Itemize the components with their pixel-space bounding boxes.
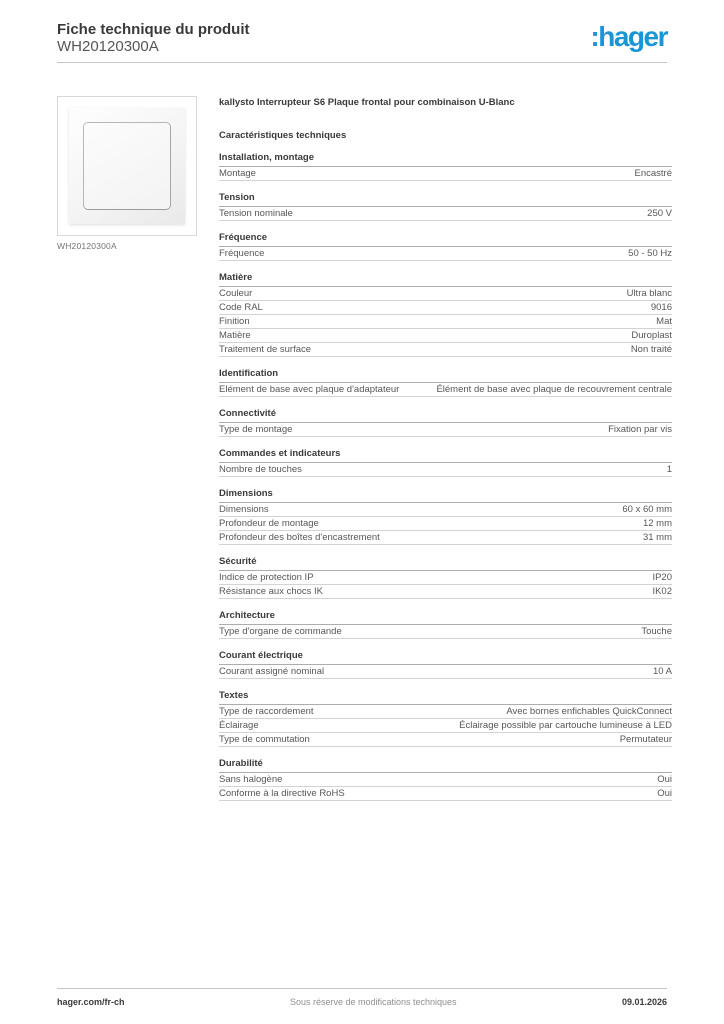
spec-section-title: Commandes et indicateurs	[219, 446, 672, 463]
main-content	[57, 96, 672, 801]
hager-logo: :hager	[590, 21, 667, 52]
spec-row-label: Courant assigné nominal	[219, 666, 325, 677]
spec-section	[219, 190, 672, 221]
spec-row-label: Type de raccordement	[219, 706, 314, 717]
spec-section-title: Textes	[219, 688, 672, 705]
spec-row-label: Profondeur des boîtes d'encastrement	[219, 532, 380, 543]
product-image	[57, 96, 197, 236]
spec-row-value: IP20	[652, 572, 672, 583]
spec-row	[219, 585, 672, 599]
spec-row	[219, 773, 672, 787]
spec-row-value: Éclairage possible par cartouche lumineuse à LED	[459, 720, 672, 731]
spec-section-title: Tension	[219, 190, 672, 207]
spec-section-title: Sécurité	[219, 554, 672, 571]
product-figure	[57, 96, 198, 801]
spec-row-label: Matière	[219, 330, 251, 341]
spec-row-value: 10 A	[652, 666, 672, 677]
spec-row-label: Montage	[219, 168, 256, 179]
spec-row-value: Encastré	[634, 168, 672, 179]
switch-key-graphic	[83, 122, 171, 210]
spec-row-value: 250 V	[647, 208, 672, 219]
spec-section	[219, 270, 672, 357]
footer-website-link[interactable]: hager.com/fr-ch	[57, 997, 125, 1007]
spec-row-value: Permutateur	[619, 734, 672, 745]
spec-row	[219, 665, 672, 679]
spec-row-label: Dimensions	[219, 504, 269, 515]
spec-row-label: Type de montage	[219, 424, 293, 435]
spec-row	[219, 787, 672, 801]
footer-date: 09.01.2026	[621, 997, 667, 1007]
spec-row	[219, 329, 672, 343]
spec-row-value: Oui	[657, 774, 672, 785]
footer-disclaimer: Sous réserve de modifications techniques	[289, 997, 457, 1007]
spec-row	[219, 719, 672, 733]
spec-section-title: Matière	[219, 270, 672, 287]
spec-section	[219, 446, 672, 477]
spec-row	[219, 705, 672, 719]
spec-row-value: 50 - 50 Hz	[628, 248, 672, 259]
spec-sections	[219, 150, 672, 801]
spec-section	[219, 366, 672, 397]
spec-row-label: Code RAL	[219, 302, 263, 313]
spec-row-value: 60 x 60 mm	[622, 504, 672, 515]
spec-section	[219, 406, 672, 437]
spec-section-title: Durabilité	[219, 756, 672, 773]
spec-row	[219, 733, 672, 747]
spec-row-value: Oui	[657, 788, 672, 799]
product-image-caption: WH20120300A	[57, 241, 117, 251]
spec-row	[219, 463, 672, 477]
spec-row-label: Tension nominale	[219, 208, 293, 219]
spec-row-value: 9016	[650, 302, 672, 313]
spec-row	[219, 517, 672, 531]
spec-row-label: Couleur	[219, 288, 253, 299]
spec-row-value: Élément de base avec plaque de recouvrement centrale	[436, 384, 672, 395]
spec-row-label: Sans halogène	[219, 774, 283, 785]
document-title: Fiche technique du produit	[57, 21, 250, 38]
spec-row-label: Finition	[219, 316, 250, 327]
spec-section-title: Fréquence	[219, 230, 672, 247]
spec-section	[219, 756, 672, 801]
spec-row-label: Profondeur de montage	[219, 518, 319, 529]
spec-section	[219, 688, 672, 747]
spec-section-title: Dimensions	[219, 486, 672, 503]
spec-row-label: Indice de protection IP	[219, 572, 314, 583]
spec-row-label: Traitement de surface	[219, 344, 312, 355]
spec-row-value: Touche	[641, 626, 672, 637]
specs-column	[219, 96, 672, 801]
page-header	[57, 21, 667, 63]
spec-section-title: Architecture	[219, 608, 672, 625]
spec-row-value: Ultra blanc	[626, 288, 672, 299]
spec-row-label: Résistance aux chocs IK	[219, 586, 324, 597]
spec-row-label: Conforme à la directive RoHS	[219, 788, 345, 799]
spec-section	[219, 150, 672, 181]
spec-row	[219, 287, 672, 301]
spec-section-title: Identification	[219, 366, 672, 383]
spec-section-title: Connectivité	[219, 406, 672, 423]
spec-row-value: 1	[666, 464, 672, 475]
spec-row	[219, 503, 672, 517]
spec-row	[219, 301, 672, 315]
spec-row-value: Duroplast	[631, 330, 672, 341]
spec-section	[219, 554, 672, 599]
page-footer	[57, 988, 667, 1007]
spec-section	[219, 486, 672, 545]
spec-row	[219, 531, 672, 545]
spec-row-value: Mat	[656, 316, 672, 327]
spec-section	[219, 648, 672, 679]
spec-row-label: Type d'organe de commande	[219, 626, 342, 637]
spec-section	[219, 608, 672, 639]
spec-row	[219, 207, 672, 221]
spec-row	[219, 383, 672, 397]
switch-plate-graphic	[69, 108, 185, 224]
spec-row	[219, 423, 672, 437]
product-reference: WH20120300A	[57, 38, 159, 55]
spec-row-value: IK02	[652, 586, 672, 597]
spec-row	[219, 571, 672, 585]
spec-section-title: Courant électrique	[219, 648, 672, 665]
spec-row	[219, 625, 672, 639]
spec-row-label: Elément de base avec plaque d'adaptateur	[219, 384, 400, 395]
spec-row-label: Éclairage	[219, 720, 259, 731]
spec-section	[219, 230, 672, 261]
spec-row-value: 31 mm	[642, 532, 672, 543]
specs-heading: Caractéristiques techniques	[219, 130, 347, 141]
spec-row	[219, 343, 672, 357]
spec-row	[219, 247, 672, 261]
spec-row	[219, 167, 672, 181]
spec-section-title: Installation, montage	[219, 150, 672, 167]
spec-row-label: Fréquence	[219, 248, 265, 259]
spec-row-label: Nombre de touches	[219, 464, 302, 475]
spec-row-value: 12 mm	[642, 518, 672, 529]
spec-row-label: Type de commutation	[219, 734, 310, 745]
spec-row-value: Fixation par vis	[608, 424, 672, 435]
product-title: kallysto Interrupteur S6 Plaque frontal pour combinaison U-Blanc	[219, 97, 515, 108]
spec-row	[219, 315, 672, 329]
spec-row-value: Avec bornes enfichables QuickConnect	[506, 706, 672, 717]
spec-row-value: Non traité	[630, 344, 672, 355]
